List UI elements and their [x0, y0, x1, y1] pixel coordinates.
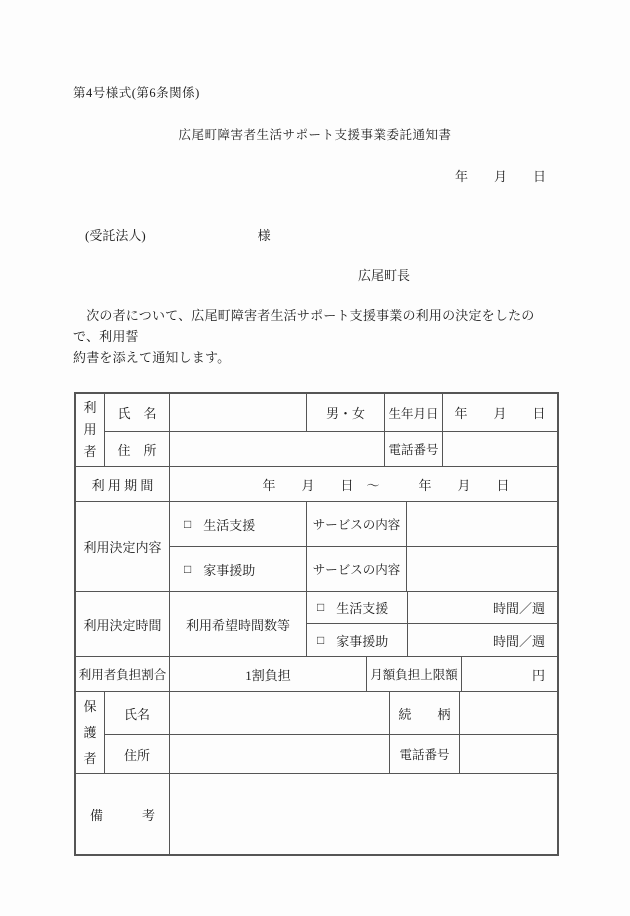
address-value-cell: [170, 432, 385, 466]
desired-hours-label: 利用希望時間数等: [170, 592, 307, 656]
service-content-value-cell: [407, 547, 557, 591]
document-title: 広尾町障害者生活サポート支援事業委託通知書: [178, 128, 452, 142]
body-line-2: 約書を添えて通知します。: [73, 350, 231, 365]
guardian-name-row: [105, 692, 557, 734]
user-section: [76, 394, 557, 467]
recipient-label: (受託法人): [85, 228, 146, 243]
decision-content-row: [170, 546, 557, 591]
body-paragraph: [0, 305, 560, 368]
guardian-phone-label: 電話番号: [390, 735, 460, 773]
remarks-label: 備 考: [76, 774, 170, 854]
body-line-1: 次の者について、広尾町障害者生活サポート支援事業の利用の決定をしたので、利用誓: [73, 308, 535, 344]
period-value: 年 月 日 ～ 年 月 日: [262, 477, 510, 493]
monthly-cap-label: 月額負担上限額: [367, 657, 462, 691]
phone-value-cell: [443, 432, 557, 466]
guardian-section: [76, 692, 557, 774]
service-content-value-cell: [407, 502, 557, 546]
relationship-value-cell: [460, 692, 557, 734]
guardian-address-row: [105, 734, 557, 773]
decision-time-row: [307, 592, 557, 623]
guardian-section-label-cell: [76, 692, 105, 773]
address-label: 住 所: [105, 432, 170, 466]
decision-content-section: [76, 502, 557, 592]
user-section-label: 利用者: [83, 400, 97, 459]
guardian-phone-value-cell: [460, 735, 557, 773]
hours-per-week-cell: 時間／週: [492, 633, 545, 649]
housework-support-label: 家事援助: [336, 633, 389, 649]
checkbox-icon: □: [317, 600, 325, 614]
checkbox-icon: □: [184, 516, 192, 531]
sender-name: 広尾町長: [358, 268, 411, 283]
service-content-label: サービスの内容: [307, 502, 407, 546]
notification-table: [74, 392, 559, 856]
user-section-label-cell: [76, 394, 105, 466]
life-support-option: [170, 502, 307, 546]
decision-time-row: [307, 623, 557, 656]
monthly-cap-value-cell: 円: [531, 667, 545, 683]
guardian-name-label: 氏名: [105, 692, 170, 734]
housework-support-time-option: [307, 624, 408, 656]
life-support-label: 生活支援: [203, 517, 256, 533]
phone-label: 電話番号: [385, 432, 443, 466]
issue-date-line: 年 月 日: [454, 169, 546, 184]
period-label: 利 用 期 間: [76, 467, 170, 501]
service-content-label: サービスの内容: [307, 547, 407, 591]
gender-options: 男・女: [307, 394, 385, 431]
burden-row: [76, 657, 557, 692]
checkbox-icon: □: [184, 561, 192, 576]
checkbox-icon: □: [317, 632, 325, 647]
birthdate-value-cell: 年 月 日: [454, 406, 546, 421]
guardian-section-label: 保護者: [83, 698, 97, 766]
life-support-time-option: [307, 592, 408, 623]
burden-ratio-value: 1割負担: [170, 657, 367, 691]
guardian-address-value-cell: [170, 735, 390, 773]
relationship-label: 続 柄: [390, 692, 460, 734]
decision-content-row: [170, 502, 557, 546]
housework-support-option: [170, 547, 307, 591]
decision-time-section: [76, 592, 557, 657]
remarks-value-cell: [170, 774, 557, 854]
life-support-label: 生活支援: [336, 601, 389, 616]
recipient-line: [0, 225, 630, 244]
period-row: [76, 467, 557, 502]
user-address-row: [105, 431, 557, 466]
user-name-row: [105, 394, 557, 431]
decision-content-label: 利用決定内容: [76, 502, 170, 591]
guardian-address-label: 住所: [105, 735, 170, 773]
decision-time-label: 利用決定時間: [76, 592, 170, 656]
name-label: 氏 名: [105, 394, 170, 431]
recipient-honorific: 様: [257, 228, 271, 243]
hours-per-week-cell: 時間／週: [492, 601, 545, 616]
remarks-row: [76, 774, 557, 854]
guardian-name-value-cell: [170, 692, 390, 734]
burden-ratio-label: 利用者負担割合: [76, 657, 170, 691]
name-value-cell: [170, 394, 307, 431]
birthdate-label: 生年月日: [385, 394, 443, 431]
housework-support-label: 家事援助: [203, 562, 256, 578]
form-number: 第4号様式(第6条関係): [73, 86, 200, 100]
